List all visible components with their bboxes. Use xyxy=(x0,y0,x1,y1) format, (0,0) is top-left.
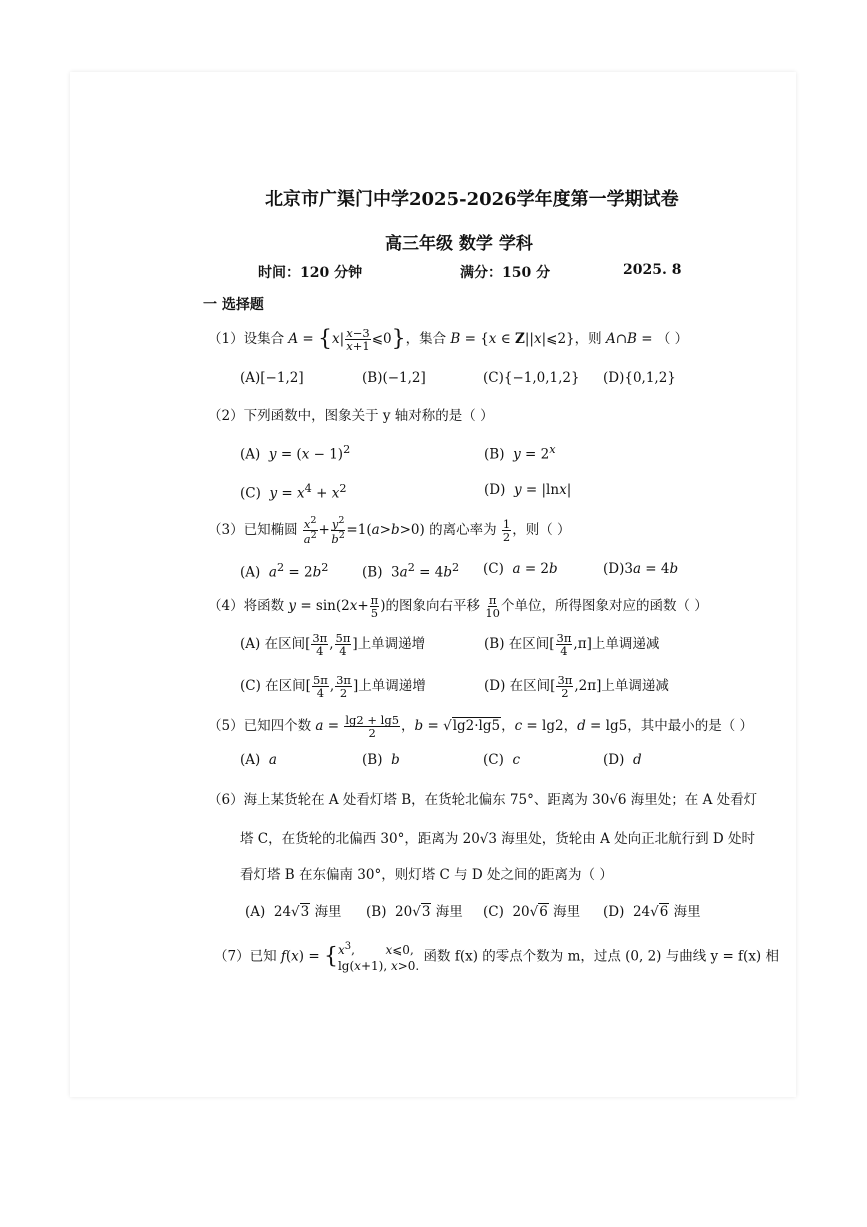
question-5: （5）已知四个数 a = $\frac{\lg 2 + \lg 5}{2}$ ，b = √lg2·lg5，c = lg2，d = lg5，其中最小的是（ ） xyxy=(208,713,753,741)
question-text: ，则（ ） xyxy=(512,521,571,538)
question-text: ，其中最小的是（ ） xyxy=(627,718,753,735)
answer-paren: （ ） xyxy=(656,331,689,348)
option-c: (C) 在区间[ $\frac{5\pi}{4}$ , $\frac{3\pi}{2}$ ]上单调递增 xyxy=(240,673,426,701)
option-b: (B)(−1,2] xyxy=(362,370,426,386)
question-text: 设集合 xyxy=(243,331,285,348)
option-c: (C) $y = x^4 + x^2$ xyxy=(240,482,347,502)
exam-date: 2025. 8 xyxy=(623,262,682,278)
option-c: (C) a = 2b xyxy=(483,561,558,577)
question-text: 海上某货轮在 A 处看灯塔 B，在货轮北偏东 75°、距离为 30√6 海里处；在 A 处看灯 xyxy=(243,792,758,808)
section-heading: 一 选择题 xyxy=(203,297,264,313)
question-1: （1）设集合 A = {x| $\frac{x-3}{x+1}$ ⩽0}，集合 B = {x ∈ Z||x|⩽2}，则 A∩B = （ ） xyxy=(208,326,689,354)
question-number: （7） xyxy=(214,948,250,965)
option-b: (B) $y = 2^x$ xyxy=(484,443,556,463)
exam-title: 北京市广渠门中学2025-2026学年度第一学期试卷 xyxy=(265,189,679,210)
question-text: 个单位，所得图象对应的函数（ ） xyxy=(500,598,708,615)
question-number: （2） xyxy=(208,408,244,424)
question-7: （7）已知 f(x) = { $x^3$, x⩽0, lg(x+1), x>0. 函数 f(x) 的零点个数为 m，过点 (0, 2) 与曲线 y = f(x) 相 xyxy=(214,941,779,974)
option-a: (A) a xyxy=(240,752,277,768)
question-number: （5） xyxy=(208,718,244,735)
question-text: ，集合 xyxy=(405,331,447,348)
question-text: 将函数 xyxy=(243,598,285,615)
exam-time: 时间：120 分钟 xyxy=(258,265,363,281)
question-6-line2: 塔 C，在货轮的北偏西 30°，距离为 20√3 海里处，货轮由 A 处向正北航行到 D 处时 xyxy=(240,831,756,847)
option-c: (C){−1,0,1,2} xyxy=(483,370,580,386)
question-4: （4）将函数 y = sin(2x+ $\frac{\pi}{5}$ )的图象向右平移 $\frac{\pi}{10}$ 个单位，所得图象对应的函数（ ） xyxy=(208,593,708,621)
question-3: （3）已知椭圆 $\frac{x^2}{a^2}$ + $\frac{y^2}{b^2}$ =1(a>b>0) 的离心率为 $\frac{1}{2}$ ，则（ ） xyxy=(208,515,571,546)
option-a: (A) 24√3 海里 xyxy=(245,904,342,920)
question-6 xyxy=(208,788,757,808)
question-number: （3） xyxy=(208,521,244,538)
option-a: (A)[−1,2] xyxy=(240,370,304,386)
option-d: (D)3a = 4b xyxy=(603,561,679,577)
option-b: (B) 在区间[ $\frac{3\pi}{4}$ ,π]上单调递减 xyxy=(484,631,660,659)
option-a: (A) $a^2 = 2b^2$ xyxy=(240,561,329,581)
question-number: （1） xyxy=(208,331,244,348)
question-text: 已知 xyxy=(249,948,277,965)
question-text: ，则 xyxy=(574,331,602,348)
option-c: (C) c xyxy=(483,752,521,768)
question-text: 的离心率为 xyxy=(429,521,497,538)
option-a: (A) $y = (x - 1)^2$ xyxy=(240,443,351,463)
question-6-line3: 看灯塔 B 在东偏南 30°，则灯塔 C 与 D 处之间的距离为（ ） xyxy=(240,867,613,883)
question-text: 下列函数中，图象关于 y 轴对称的是（ ） xyxy=(243,408,494,424)
exam-score: 满分：150 分 xyxy=(460,265,551,281)
question-number: （4） xyxy=(208,598,244,615)
question-2 xyxy=(208,404,494,424)
option-a: (A) 在区间[ $\frac{3\pi}{4}$ , $\frac{5\pi}{4}$ ]上单调递增 xyxy=(240,631,426,659)
option-d: (D) 24√6 海里 xyxy=(603,904,701,920)
option-d: (D) d xyxy=(603,752,642,768)
question-text: 函数 f(x) 的零点个数为 m，过点 (0, 2) 与曲线 y = f(x) 相 xyxy=(423,948,779,965)
exam-subtitle: 高三年级 数学 学科 xyxy=(385,234,533,254)
question-number: （6） xyxy=(208,792,244,808)
question-text: 的图象向右平移 xyxy=(385,598,481,615)
option-c: (C) 20√6 海里 xyxy=(483,904,581,920)
question-text: 已知椭圆 xyxy=(243,521,298,538)
option-b: (B) b xyxy=(362,752,400,768)
option-d: (D) 在区间[ $\frac{3\pi}{2}$ ,2π]上单调递减 xyxy=(484,673,669,701)
option-d: (D) y = |lnx| xyxy=(484,482,572,498)
option-b: (B) 20√3 海里 xyxy=(366,904,463,920)
question-text: 已知四个数 xyxy=(243,718,312,735)
option-b: (B) $3a^2 = 4b^2$ xyxy=(362,561,460,581)
option-d: (D){0,1,2} xyxy=(603,370,676,386)
